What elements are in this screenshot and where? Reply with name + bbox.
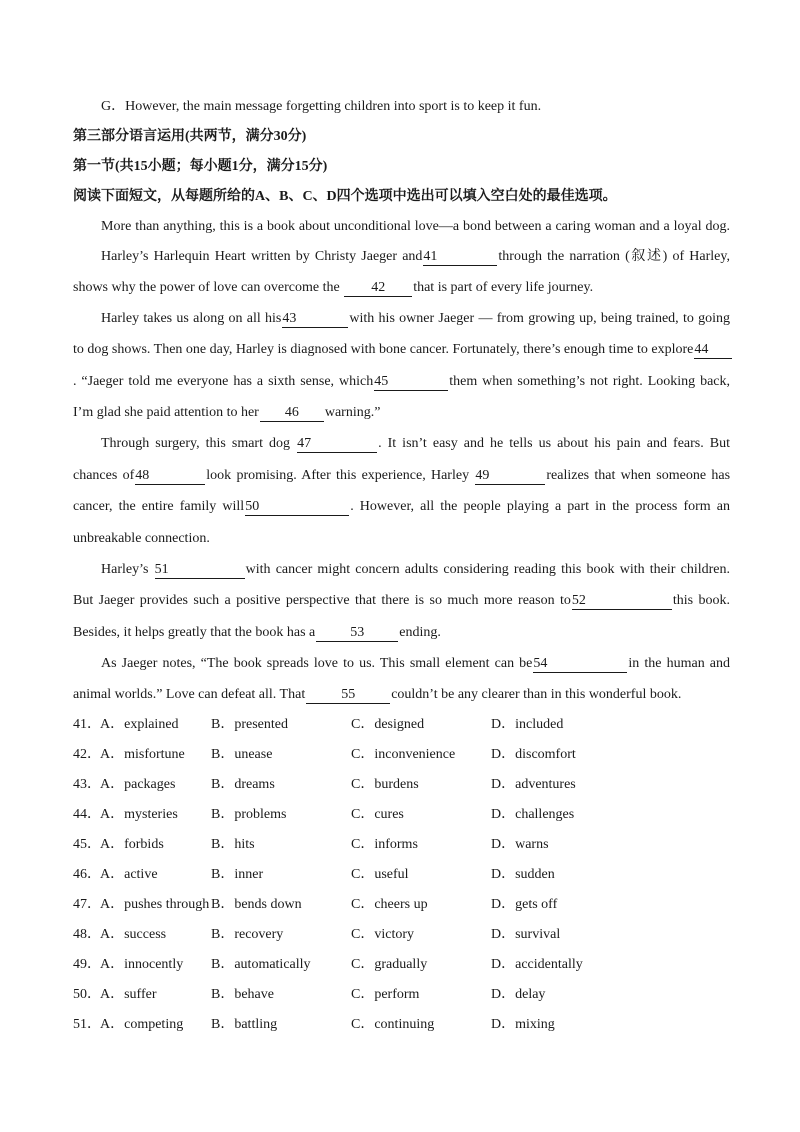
- option-d[interactable]: D．challenges: [491, 807, 575, 822]
- subsection-title: 第一节(共15小题；每小题1分，满分15分): [73, 159, 328, 174]
- passage-line: Harley’s Harlequin Heart written by Christy Jaeger and41 through the narration (叙述) of Harley,: [101, 249, 730, 264]
- option-a[interactable]: A．mysteries: [100, 807, 178, 822]
- blank-47[interactable]: 47: [297, 436, 377, 453]
- option-a[interactable]: A．pushes through: [100, 897, 210, 912]
- option-b[interactable]: B．hits: [211, 837, 255, 852]
- option-d[interactable]: D．survival: [491, 927, 561, 942]
- option-d[interactable]: D．included: [491, 717, 564, 732]
- passage-line: Harley takes us along on all his43 with his owner Jaeger — from growing up, being trained, to going: [101, 311, 730, 326]
- passage-line: shows why the power of love can overcome the 42 that is part of every life journey.: [73, 280, 594, 295]
- option-b[interactable]: B．problems: [211, 807, 287, 822]
- option-a[interactable]: A．forbids: [100, 837, 164, 852]
- option-c[interactable]: C．continuing: [351, 1017, 435, 1032]
- passage-line: cancer, the entire family will50 . However, all the people playing a part in the process form an: [73, 499, 730, 514]
- passage-line: chances of48 look promising. After this experience, Harley 49 realizes that when someone has: [73, 468, 731, 483]
- option-b[interactable]: B．automatically: [211, 957, 311, 972]
- passage-line: But Jaeger provides such a positive perspective that there is so much more reason to52 this book.: [73, 593, 731, 608]
- blank-50[interactable]: 50: [245, 499, 349, 516]
- passage-line: unbreakable connection.: [73, 531, 210, 546]
- option-c[interactable]: C．cures: [351, 807, 404, 822]
- option-b[interactable]: B．unease: [211, 747, 273, 762]
- option-a[interactable]: A．competing: [100, 1017, 184, 1032]
- blank-44[interactable]: 44: [694, 342, 732, 359]
- question-number: 44．: [73, 807, 101, 822]
- option-c[interactable]: C．useful: [351, 867, 409, 882]
- passage-line: Harley’s 51 with cancer might concern adults considering reading this book with their children.: [101, 562, 731, 577]
- option-b[interactable]: B．dreams: [211, 777, 275, 792]
- option-c[interactable]: C．gradually: [351, 957, 428, 972]
- option-a[interactable]: A．active: [100, 867, 158, 882]
- option-d[interactable]: D．delay: [491, 987, 546, 1002]
- question-number: 49．: [73, 957, 101, 972]
- option-d[interactable]: D．gets off: [491, 897, 558, 912]
- blank-41[interactable]: 41: [423, 249, 497, 266]
- option-b[interactable]: B．inner: [211, 867, 264, 882]
- blank-43[interactable]: 43: [282, 311, 348, 328]
- option-b[interactable]: B．recovery: [211, 927, 284, 942]
- option-a[interactable]: A．innocently: [100, 957, 184, 972]
- instruction-text: 阅读下面短文，从每题所给的A、B、C、D四个选项中选出可以填入空白处的最佳选项。: [73, 189, 617, 204]
- question-number: 42．: [73, 747, 101, 762]
- option-a[interactable]: A．suffer: [100, 987, 157, 1002]
- blank-51[interactable]: 51: [155, 562, 245, 579]
- option-a[interactable]: A．misfortune: [100, 747, 185, 762]
- question-number: 46．: [73, 867, 101, 882]
- option-c[interactable]: C．cheers up: [351, 897, 428, 912]
- option-d[interactable]: D．warns: [491, 837, 549, 852]
- passage-line: . “Jaeger told me everyone has a sixth sense, which45 them when something’s not right. Looking back,: [73, 374, 731, 389]
- option-b[interactable]: B．bends down: [211, 897, 302, 912]
- part-title: 第三部分语言运用(共两节，满分30分): [73, 129, 307, 144]
- option-c[interactable]: C．informs: [351, 837, 418, 852]
- blank-49[interactable]: 49: [475, 468, 545, 485]
- blank-52[interactable]: 52: [572, 593, 672, 610]
- blank-54[interactable]: 54: [533, 656, 627, 673]
- question-number: 51．: [73, 1017, 101, 1032]
- option-c[interactable]: C．inconvenience: [351, 747, 456, 762]
- blank-46[interactable]: 46: [260, 405, 324, 422]
- option-d[interactable]: D．adventures: [491, 777, 576, 792]
- passage-line: Through surgery, this smart dog 47 . It isn’t easy and he tells us about his pain and fears. But: [101, 436, 730, 451]
- option-b[interactable]: B．battling: [211, 1017, 278, 1032]
- blank-55[interactable]: 55: [306, 687, 390, 704]
- option-a[interactable]: A．packages: [100, 777, 176, 792]
- option-c[interactable]: C．designed: [351, 717, 425, 732]
- passage-line: Besides, it helps greatly that the book has a 53 ending.: [73, 625, 441, 640]
- passage-line: As Jaeger notes, “The book spreads love to us. This small element can be54 in the human and: [101, 656, 730, 671]
- option-g-line: G．However, the main message forgetting children into sport is to keep it fun.: [101, 99, 542, 114]
- question-number: 50．: [73, 987, 101, 1002]
- option-b[interactable]: B．behave: [211, 987, 274, 1002]
- question-number: 48．: [73, 927, 101, 942]
- blank-48[interactable]: 48: [135, 468, 205, 485]
- option-c[interactable]: C．burdens: [351, 777, 419, 792]
- option-a[interactable]: A．success: [100, 927, 167, 942]
- option-d[interactable]: D．sudden: [491, 867, 555, 882]
- option-c[interactable]: C．perform: [351, 987, 420, 1002]
- blank-53[interactable]: 53: [316, 625, 398, 642]
- option-c[interactable]: C．victory: [351, 927, 414, 942]
- option-a[interactable]: A．explained: [100, 717, 179, 732]
- question-number: 41．: [73, 717, 101, 732]
- passage-line: I’m glad she paid attention to her 46 warning.”: [73, 405, 381, 420]
- option-d[interactable]: D．discomfort: [491, 747, 576, 762]
- blank-45[interactable]: 45: [374, 374, 448, 391]
- blank-42[interactable]: 42: [344, 280, 412, 297]
- option-d[interactable]: D．mixing: [491, 1017, 555, 1032]
- option-d[interactable]: D．accidentally: [491, 957, 583, 972]
- question-number: 47．: [73, 897, 101, 912]
- question-number: 45．: [73, 837, 101, 852]
- passage-line: animal worlds.” Love can defeat all. That 55 couldn’t be any clearer than in this wonderful book.: [73, 687, 682, 702]
- passage-line: to dog shows. Then one day, Harley is diagnosed with bone cancer. Fortunately, there’s enough time to explore44: [73, 340, 730, 360]
- passage-paragraph-1: More than anything, this is a book about unconditional love—a bond between a caring woman and a loyal dog.: [101, 219, 730, 234]
- question-number: 43．: [73, 777, 101, 792]
- option-b[interactable]: B．presented: [211, 717, 288, 732]
